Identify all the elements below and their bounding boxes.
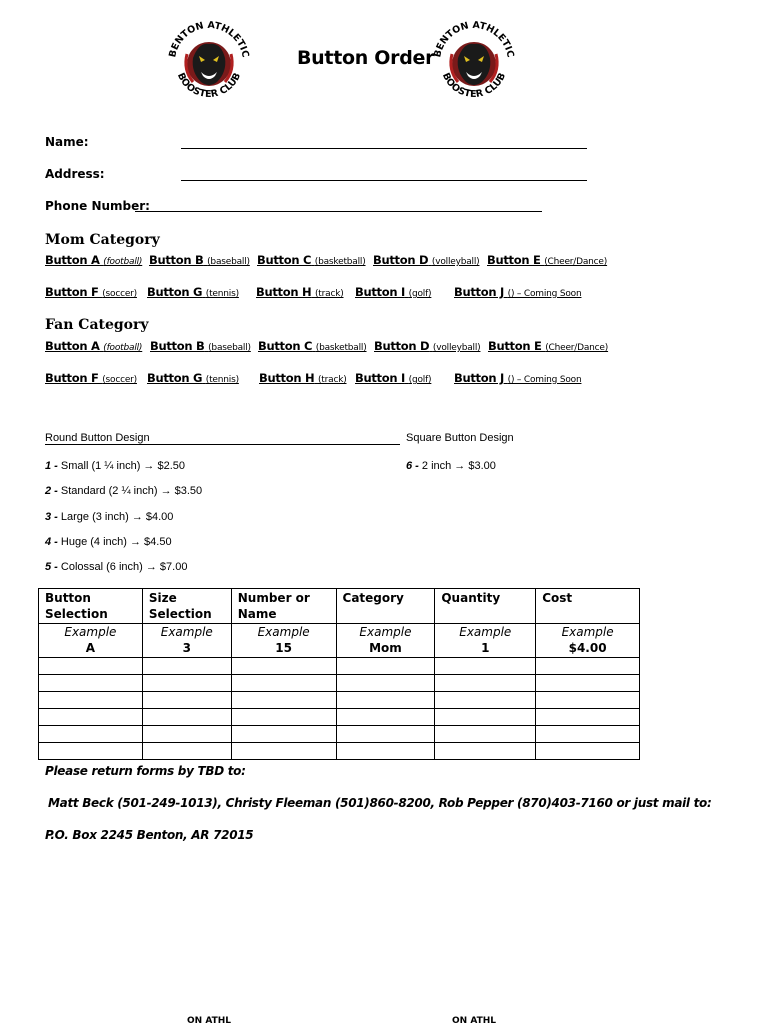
size-option-5: 5 - Colossal (6 inch) → $7.00 [45,561,188,573]
return-instructions: Please return forms by TBD to: [45,764,246,778]
fan-button-e: Button E (Cheer/Dance) [488,339,609,353]
order-table [38,588,640,760]
table-cell[interactable] [435,726,536,743]
table-example-row [39,624,640,658]
header-category: Category [336,589,435,624]
table-cell[interactable] [336,675,435,692]
fan-button-h: Button H (track) [259,371,347,385]
table-row [39,726,640,743]
table-cell[interactable] [536,726,640,743]
table-cell[interactable] [336,658,435,675]
table-cell[interactable] [435,743,536,760]
contact-info: Matt Beck (501-249-1013), Christy Fleeman (501)860-8200, Rob Pepper (870)403-7160 or just mail to: [48,796,712,810]
table-cell[interactable] [142,743,231,760]
header-button-selection: Button Selection [39,589,143,624]
table-cell[interactable] [536,709,640,726]
booster-club-logo-bottom-left [163,1008,255,1024]
example-cell: Example A [39,624,143,658]
example-cell: Example 1 [435,624,536,658]
mom-button-i: Button I (golf) [355,285,432,299]
table-cell[interactable] [336,743,435,760]
size-option-2: 2 - Standard (2 ¼ inch) → $3.50 [45,485,203,497]
table-cell[interactable] [536,658,640,675]
table-cell[interactable] [435,709,536,726]
table-cell[interactable] [39,692,143,709]
table-row [39,692,640,709]
table-cell[interactable] [536,675,640,692]
fan-button-d: Button D (volleyball) [374,339,481,353]
round-design-heading: Round Button Design [45,432,150,444]
table-cell[interactable] [231,726,336,743]
mom-button-c: Button C (basketball) [257,253,366,267]
fan-button-i: Button I (golf) [355,371,432,385]
logo-bottom-text: BOOSTER CLUB [174,71,244,101]
table-cell[interactable] [536,743,640,760]
table-cell[interactable] [435,658,536,675]
address-label: Address: [45,167,105,181]
table-header-row [39,589,640,624]
mom-button-a: Button A (football) [45,253,143,267]
table-row [39,658,640,675]
table-cell[interactable] [39,726,143,743]
example-cell: Example 3 [142,624,231,658]
table-cell[interactable] [39,709,143,726]
fan-category-title: Fan Category [45,317,149,333]
logo-bottom-text: BOOSTER CLUB [439,71,509,101]
svg-text:ON ATHL: ON ATHL [452,1016,496,1024]
fan-button-j: Button J () – Coming Soon [454,371,582,385]
table-cell[interactable] [435,692,536,709]
square-design-heading: Square Button Design [406,432,514,444]
mom-button-h: Button H (track) [256,285,344,299]
fan-button-c: Button C (basketball) [258,339,367,353]
example-cell: Example $4.00 [536,624,640,658]
table-cell[interactable] [142,658,231,675]
size-option-4: 4 - Huge (4 inch) → $4.50 [45,536,172,548]
size-option-1: 1 - Small (1 ¼ inch) → $2.50 [45,460,186,472]
table-row [39,709,640,726]
round-design-rule [45,444,400,445]
table-cell[interactable] [142,675,231,692]
table-cell[interactable] [142,726,231,743]
mom-button-e: Button E (Cheer/Dance) [487,253,608,267]
fan-button-a: Button A (football) [45,339,143,353]
table-cell[interactable] [39,675,143,692]
size-option-3: 3 - Large (3 inch) → $4.00 [45,511,174,523]
phone-field[interactable] [135,211,542,212]
header-quantity: Quantity [435,589,536,624]
mailing-address: P.O. Box 2245 Benton, AR 72015 [45,828,254,842]
table-cell[interactable] [536,692,640,709]
svg-text:ON ATHL: ON ATHL [187,1016,231,1024]
table-cell[interactable] [336,709,435,726]
table-cell[interactable] [231,658,336,675]
address-field[interactable] [181,180,587,181]
size-option-6: 6 - 2 inch → $3.00 [406,460,496,472]
booster-club-logo-right [428,14,520,110]
mom-category-title: Mom Category [45,232,160,248]
header-cost: Cost [536,589,640,624]
phone-label: Phone Number: [45,199,150,213]
mom-button-d: Button D (volleyball) [373,253,480,267]
mom-button-j: Button J () – Coming Soon [454,285,582,299]
table-cell[interactable] [39,743,143,760]
table-cell[interactable] [231,709,336,726]
table-cell[interactable] [231,675,336,692]
logo-top-text: BENTON ATHLETIC [167,19,251,59]
table-cell[interactable] [39,658,143,675]
example-cell: Example Mom [336,624,435,658]
name-field[interactable] [181,148,587,149]
example-cell: Example 15 [231,624,336,658]
mom-button-b: Button B (baseball) [149,253,250,267]
page-title: Button Order [297,47,435,69]
booster-club-logo-bottom-right [428,1008,520,1024]
table-cell[interactable] [336,726,435,743]
mom-button-f: Button F (soccer) [45,285,137,299]
table-cell[interactable] [336,692,435,709]
booster-club-logo-left [163,14,255,110]
table-cell[interactable] [142,692,231,709]
mom-button-g: Button G (tennis) [147,285,239,299]
table-cell[interactable] [435,675,536,692]
table-row [39,743,640,760]
logo-top-text: BENTON ATHLETIC [432,19,516,59]
header-size-selection: Size Selection [142,589,231,624]
table-cell[interactable] [231,692,336,709]
name-label: Name: [45,135,89,149]
fan-button-f: Button F (soccer) [45,371,137,385]
fan-button-g: Button G (tennis) [147,371,239,385]
table-row [39,675,640,692]
fan-button-b: Button B (baseball) [150,339,251,353]
header-number-or-name: Number or Name [231,589,336,624]
table-cell[interactable] [142,709,231,726]
table-cell[interactable] [231,743,336,760]
